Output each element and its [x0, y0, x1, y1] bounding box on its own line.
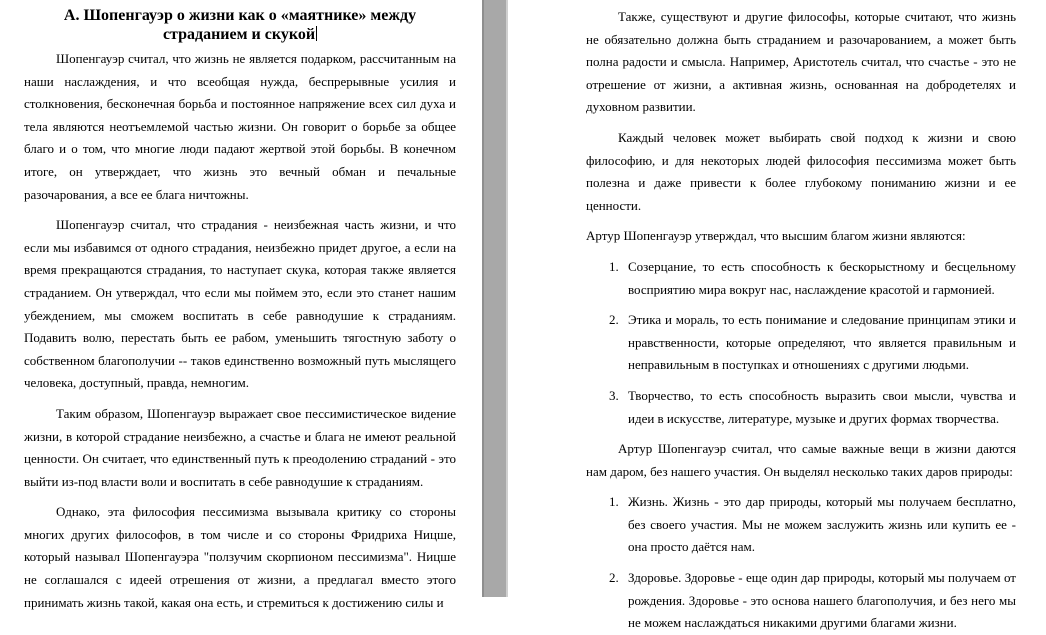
- document-title: [24, 6, 456, 44]
- list-item: 2. Этика и мораль, то есть понимание и следование принципам этики и нравственности, которые определяют, что является правильным и неправильным в поступках и отношениях с другими людьми.: [622, 309, 1016, 377]
- right-page: [508, 0, 1046, 631]
- list-intro: Артур Шопенгауэр утверждал, что высшим благом жизни являются:: [586, 228, 966, 244]
- list-item: 3. Творчество, то есть способность выразить свои мысли, чувства и идеи в искусстве, литературе, музыке и других формах творчества.: [622, 385, 1016, 430]
- left-page: [0, 0, 482, 610]
- numbered-list-gifts: [586, 491, 1016, 635]
- list-item: 2. Здоровье. Здоровье - еще один дар природы, который мы получаем от рождения. Здоровье - это основа нашего благополучия, и без него мы не можем наслаждаться никакими другими благами жизни.: [622, 567, 1016, 635]
- paragraph: Шопенгауэр считал, что жизнь не является подарком, рассчитанным на наши наслаждения, и что всеобщая нужда, беспрерывные усилия и столкновения, бесконечная борьба и постоянное напряжение всех сил духа и тела являются неотъемлемой частью жизни. Он говорит о борьбе за общее благо и о том, что многие люди падают жертвой этой борьбы. В конечном итоге, он утверждает, что жизнь это вечный обман и печальные разочарования, а все ее блага ничтожны.: [24, 51, 456, 202]
- list-item: 1. Созерцание, то есть способность к бескорыстному и бесцельному восприятию мира вокруг нас, наслаждение красотой и гармонией.: [622, 256, 1016, 301]
- paragraph: Однако, эта философия пессимизма вызывала критику со стороны многих других философов, в том числе и со стороны Фридриха Ницше, который называл Шопенгауэра "ползучим скорпионом пессимизма". Ницше не соглашался с идеей отрешения от жизни, а предлагал вместо этого принимать жизнь такой, какая она есть, и стремиться к достижению силы и: [24, 504, 456, 610]
- page-gap-edge: [482, 0, 484, 597]
- text-cursor: [316, 26, 317, 41]
- page-gap: [482, 0, 508, 597]
- list-item: 1. Жизнь. Жизнь - это дар природы, который мы получаем бесплатно, без своего участия. Мы не можем заслужить жизнь или купить ее - она просто даётся нам.: [622, 491, 1016, 559]
- numbered-list-blessings: [586, 256, 1016, 430]
- paragraph: Таким образом, Шопенгауэр выражает свое пессимистическое видение жизни, в которой страдание неизбежно, а счастье и блага не имеют реальной ценности. Он считает, что единственный путь к преодолению страданий - это выйти из-под власти воли и воспитать в себе равнодушие к страданиям.: [24, 405, 456, 489]
- document-title-text: А. Шопенгауэр о жизни как о «маятнике» между страданием и скукой: [63, 7, 417, 43]
- paragraph: Каждый человек может выбирать свой подход к жизни и свою философию, и для некоторых людей философия пессимизма может быть полезна и даже привести к более глубокому пониманию жизни и ее ценности.: [586, 129, 1016, 213]
- paragraph: Также, существуют и другие философы, которые считают, что жизнь не обязательно должна быть страданием и разочарованием, а может быть полна радости и смысла. Например, Аристотель считал, что счастье - это не отрешение от жизни, а активная жизнь, основанная на добродетелях и духовном развитии.: [586, 9, 1016, 115]
- paragraph: Шопенгауэр считал, что страдания - неизбежная часть жизни, и что если мы избавимся от одного страдания, неизбежно придет другое, а если на время прекращаются страдания, то наступает скука, которая также является страданием. Он утверждал, что если мы поймем это, если это станет нашим убеждением, мы сможем воспитать в себе равнодушие к страданиям. Подавить волю, перестать быть ее рабом, уменьшить тягостную заботу о собственном благополучии -- таков единственно возможный путь мыслящего человека, доступный, правда, немногим.: [24, 217, 456, 391]
- list-intro: Артур Шопенгауэр считал, что самые важные вещи в жизни даются нам даром, без нашего участия. Он выделял несколько таких даров природы:: [586, 441, 1016, 479]
